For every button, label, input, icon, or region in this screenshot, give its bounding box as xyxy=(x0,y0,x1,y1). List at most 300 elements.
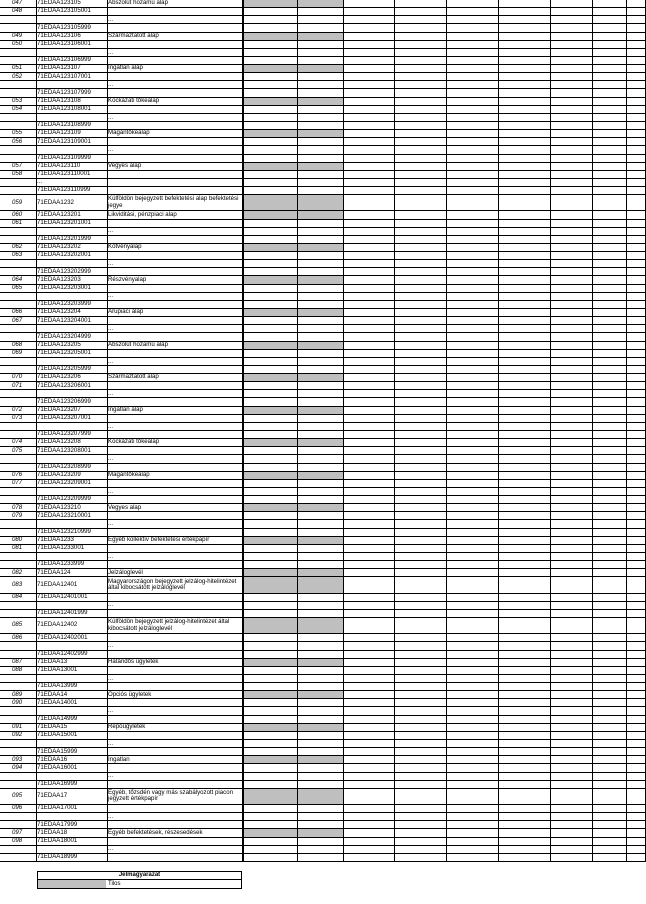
forbidden-cell xyxy=(243,407,297,414)
row-code: 71EDAA123201999 xyxy=(37,235,91,243)
legend-label-forbidden: Tilos xyxy=(108,881,121,887)
row-code: 71EDAA14 xyxy=(37,691,68,698)
row-code xyxy=(36,740,107,747)
row-code xyxy=(36,146,107,153)
forbidden-cell xyxy=(297,276,343,283)
forbidden-cell xyxy=(243,342,297,349)
row-code: 71EDAA123209001 xyxy=(37,479,91,487)
row-code: 71EDAA123202001 xyxy=(37,252,91,259)
forbidden-cell xyxy=(297,342,343,349)
row-number: 053 xyxy=(12,97,23,104)
row-name xyxy=(107,480,242,487)
row-number: 096 xyxy=(12,805,23,812)
forbidden-cell xyxy=(243,756,297,763)
row-name xyxy=(107,732,242,739)
row-name: ... xyxy=(108,325,114,332)
row-number: 056 xyxy=(12,138,23,145)
row-code: 71EDAA123108 xyxy=(37,97,81,104)
row-name: ... xyxy=(108,48,114,56)
row-number xyxy=(0,293,36,300)
row-code xyxy=(36,228,107,235)
row-number xyxy=(0,81,36,88)
row-code: 71EDAA16001 xyxy=(37,764,78,771)
row-name xyxy=(107,431,242,438)
row-name xyxy=(107,106,242,113)
row-code: 71EDAA123203999 xyxy=(37,300,91,308)
row-name xyxy=(107,594,242,601)
row-name xyxy=(107,179,242,186)
row-number xyxy=(0,529,36,536)
forbidden-cell xyxy=(243,309,297,316)
row-name xyxy=(107,545,242,552)
row-number xyxy=(0,781,36,788)
row-name xyxy=(107,301,242,308)
row-name xyxy=(107,805,242,812)
row-name: ... xyxy=(108,740,114,747)
row-name: ... xyxy=(108,455,114,463)
row-code: 71EDAA18001 xyxy=(37,837,78,844)
row-code: 71EDAA1233001 xyxy=(37,544,85,552)
row-code: 71EDAA123204001 xyxy=(37,317,91,324)
forbidden-cell xyxy=(297,211,343,218)
forbidden-cell xyxy=(243,504,297,511)
row-code xyxy=(36,455,107,462)
forbidden-cell xyxy=(243,276,297,283)
row-name xyxy=(107,252,242,259)
row-code: 71EDAA123202 xyxy=(37,243,81,251)
forbidden-cell xyxy=(243,577,297,592)
row-name: ... xyxy=(108,772,114,780)
row-number xyxy=(0,488,36,495)
row-name xyxy=(107,683,242,690)
row-number: 059 xyxy=(12,198,23,206)
row-code: 71EDAA14999 xyxy=(37,715,78,722)
row-name xyxy=(107,821,242,828)
row-code: 71EDAA123207 xyxy=(37,406,81,413)
forbidden-cell xyxy=(243,130,297,137)
row-number: 057 xyxy=(12,162,23,169)
row-name: Abszolút hozamú alap xyxy=(108,0,168,7)
row-name: Repóügyletek xyxy=(108,723,146,731)
row-number xyxy=(0,24,36,31)
row-code: 71EDAA123105 xyxy=(37,0,81,7)
row-number: 054 xyxy=(12,105,23,113)
row-number: 069 xyxy=(12,349,23,357)
row-number: 065 xyxy=(12,284,23,291)
forbidden-cell xyxy=(297,724,343,731)
forbidden-cell xyxy=(243,211,297,218)
forbidden-cell xyxy=(243,691,297,698)
row-code xyxy=(36,488,107,495)
row-code: 71EDAA123204999 xyxy=(37,333,91,340)
row-code: 71EDAA123201 xyxy=(37,211,81,218)
row-code: 71EDAA12402001 xyxy=(37,634,88,641)
forbidden-cell xyxy=(297,98,343,105)
row-number xyxy=(0,57,36,64)
row-number: 068 xyxy=(12,341,23,348)
row-name: ... xyxy=(108,113,114,121)
forbidden-cell xyxy=(243,163,297,170)
row-number: 086 xyxy=(12,634,23,641)
column-divider xyxy=(498,0,499,862)
row-code xyxy=(36,520,107,527)
row-number: 093 xyxy=(12,756,23,763)
forbidden-cell xyxy=(243,65,297,72)
row-code xyxy=(36,773,107,780)
row-name xyxy=(107,447,242,454)
row-name: Kockázati tőkealap xyxy=(108,97,160,104)
row-number xyxy=(0,122,36,129)
row-name: Vegyes alap xyxy=(108,162,142,169)
row-name xyxy=(107,122,242,129)
row-code: 71EDAA18999 xyxy=(37,853,78,861)
row-code: 71EDAA123110 xyxy=(37,162,81,169)
row-name: Határidős ügyletek xyxy=(108,658,159,666)
row-name: Kockázati tőkealap xyxy=(108,439,160,446)
row-code xyxy=(36,114,107,121)
forbidden-cell xyxy=(243,659,297,666)
column-divider xyxy=(107,0,108,862)
row-number: 088 xyxy=(12,666,23,674)
row-code xyxy=(36,358,107,365)
forbidden-cell xyxy=(297,0,343,7)
row-code: 71EDAA123110999 xyxy=(37,187,91,194)
row-name: Vegyes alap xyxy=(108,504,142,511)
row-code: 71EDAA12401001 xyxy=(37,593,88,600)
forbidden-cell xyxy=(297,537,343,544)
row-number xyxy=(0,610,36,617)
row-code: 71EDAA1233 xyxy=(37,536,74,544)
row-name xyxy=(107,854,242,861)
row-name: ... xyxy=(108,81,114,89)
row-number: 080 xyxy=(12,536,23,544)
row-code: 71EDAA123105999 xyxy=(37,24,91,31)
row-code: 71EDAA12402 xyxy=(37,621,78,629)
row-number xyxy=(0,748,36,755)
row-name: Részvényalap xyxy=(108,276,147,283)
row-name: Külföldön bejegyzett befektetési alap befektetési jegye xyxy=(108,195,239,209)
legend-title: Jelmagyarázat xyxy=(38,872,241,880)
row-name: Likviditási, pénzpiaci alap xyxy=(108,211,177,218)
row-number xyxy=(0,236,36,243)
row-number xyxy=(0,854,36,861)
row-name: ... xyxy=(108,845,114,853)
row-number xyxy=(0,301,36,308)
row-number: 049 xyxy=(12,32,23,39)
row-code: 71EDAA123107001 xyxy=(37,73,91,80)
row-name xyxy=(107,496,242,503)
row-number: 094 xyxy=(12,764,23,771)
row-code: 71EDAA123107 xyxy=(37,65,81,72)
row-code xyxy=(36,642,107,649)
row-name: ... xyxy=(108,390,114,398)
row-name xyxy=(107,220,242,227)
forbidden-cell xyxy=(243,724,297,731)
row-number: 071 xyxy=(12,382,23,389)
row-code: 71EDAA123107999 xyxy=(37,89,91,96)
row-code: 71EDAA123208 xyxy=(37,439,81,446)
row-number: 089 xyxy=(12,691,23,698)
forbidden-cell xyxy=(297,756,343,763)
row-number xyxy=(0,496,36,503)
row-code xyxy=(36,16,107,23)
row-code: 71EDAA123206999 xyxy=(37,398,91,405)
row-name: Származtatott alap xyxy=(108,374,159,381)
row-code: 71EDAA123204 xyxy=(37,309,81,316)
row-name xyxy=(107,236,242,243)
row-number: 052 xyxy=(12,73,23,80)
row-name xyxy=(107,366,242,373)
row-code xyxy=(36,846,107,853)
forbidden-cell xyxy=(243,472,297,479)
row-number: 051 xyxy=(12,65,23,72)
row-name: Jelzáloglevél xyxy=(108,569,143,576)
row-name xyxy=(107,285,242,292)
row-name xyxy=(107,529,242,536)
forbidden-cell xyxy=(297,829,343,836)
forbidden-cell xyxy=(243,98,297,105)
forbidden-cell xyxy=(243,618,297,633)
row-name xyxy=(107,155,242,162)
row-code: 71EDAA124 xyxy=(37,569,71,576)
row-number xyxy=(0,846,36,853)
forbidden-cell xyxy=(297,407,343,414)
column-divider xyxy=(592,0,593,862)
column-divider xyxy=(394,0,395,862)
row-name xyxy=(107,57,242,64)
row-number xyxy=(0,390,36,397)
forbidden-cell xyxy=(297,33,343,40)
row-code: ... xyxy=(37,178,43,186)
forbidden-cell xyxy=(297,577,343,592)
row-name xyxy=(107,24,242,31)
row-name xyxy=(107,651,242,658)
row-name xyxy=(107,171,242,178)
row-number: 048 xyxy=(12,8,23,15)
row-name: Magántőkealap xyxy=(108,130,150,137)
row-number xyxy=(0,398,36,405)
row-number: 087 xyxy=(12,658,23,666)
row-number: 078 xyxy=(12,504,23,511)
row-number xyxy=(0,358,36,365)
row-name: Ingatlan xyxy=(108,756,130,763)
row-name: ... xyxy=(108,227,114,235)
row-name: ... xyxy=(108,601,114,609)
row-name: ... xyxy=(108,260,114,267)
row-number xyxy=(0,89,36,96)
row-number: 066 xyxy=(12,309,23,316)
row-number: 064 xyxy=(12,276,23,283)
legend-swatch-forbidden xyxy=(38,880,106,888)
row-name xyxy=(107,382,242,389)
row-name xyxy=(107,561,242,568)
row-name xyxy=(107,716,242,723)
forbidden-cell xyxy=(243,439,297,446)
column-divider xyxy=(36,0,37,862)
row-number xyxy=(0,228,36,235)
row-name: Ingatlan alap xyxy=(108,65,143,72)
row-name xyxy=(107,41,242,48)
row-code xyxy=(36,813,107,820)
row-name xyxy=(107,634,242,641)
row-number xyxy=(0,773,36,780)
row-number: 095 xyxy=(12,792,23,800)
row-number xyxy=(0,423,36,430)
column-divider xyxy=(297,0,298,862)
row-code: 71EDAA123210001 xyxy=(37,512,91,519)
row-name xyxy=(107,838,242,845)
forbidden-cell xyxy=(243,33,297,40)
row-code: 71EDAA14001 xyxy=(37,699,78,706)
row-number xyxy=(0,49,36,56)
row-number xyxy=(0,683,36,690)
row-code xyxy=(36,325,107,332)
row-name: Egyéb befektetések, részesedések xyxy=(108,829,203,836)
row-code xyxy=(36,423,107,430)
row-code: 71EDAA13999 xyxy=(37,683,78,690)
row-name: ... xyxy=(108,357,114,365)
row-number: 084 xyxy=(12,593,23,600)
row-number: 090 xyxy=(12,699,23,706)
row-code: 71EDAA1233999 xyxy=(37,561,85,568)
row-name: Származtatott alap xyxy=(108,32,159,39)
row-number: 085 xyxy=(12,621,23,629)
row-code: 71EDAA123109 xyxy=(37,130,81,137)
row-code: 71EDAA17999 xyxy=(37,821,78,828)
row-number xyxy=(0,366,36,373)
forbidden-cell xyxy=(297,691,343,698)
row-code xyxy=(36,390,107,397)
row-code xyxy=(36,675,107,682)
row-name: ... xyxy=(108,552,114,560)
row-code: 71EDAA123209 xyxy=(37,471,81,479)
row-code: 71EDAA123106001 xyxy=(37,40,91,48)
row-code: 71EDAA123110001 xyxy=(37,170,91,178)
row-code: 71EDAA123207999 xyxy=(37,431,91,438)
row-number xyxy=(0,464,36,471)
row-code: 71EDAA12401 xyxy=(37,580,78,588)
row-number xyxy=(0,651,36,658)
row-name: Magyarországon bejegyzett jelzálog-hitelintézet által kibocsátott jelzáloglevél xyxy=(108,577,237,591)
row-number xyxy=(0,260,36,267)
forbidden-cell xyxy=(243,789,297,804)
row-name: Kötvényalap xyxy=(108,243,142,251)
row-code: 71EDAA15999 xyxy=(37,748,78,755)
row-name xyxy=(107,73,242,80)
forbidden-cell xyxy=(297,65,343,72)
row-name xyxy=(107,89,242,96)
row-name xyxy=(107,138,242,145)
row-number: 047 xyxy=(12,0,23,7)
row-number xyxy=(0,740,36,747)
row-name xyxy=(107,781,242,788)
row-number: 091 xyxy=(12,723,23,731)
row-name xyxy=(107,610,242,617)
forbidden-cell xyxy=(297,618,343,633)
row-number: 060 xyxy=(12,211,23,218)
row-code: 71EDAA123206 xyxy=(37,374,81,381)
row-code: 71EDAA123210 xyxy=(37,504,81,511)
forbidden-cell xyxy=(243,374,297,381)
row-number: 077 xyxy=(12,479,23,487)
row-code: 71EDAA123109999 xyxy=(37,154,91,161)
row-name: Abszolút hozamú alap xyxy=(108,341,168,348)
row-name xyxy=(107,512,242,519)
row-number xyxy=(0,146,36,153)
row-code: 71EDAA123205999 xyxy=(37,365,91,373)
row-number xyxy=(0,642,36,649)
row-code: 71EDAA12402999 xyxy=(37,650,88,657)
forbidden-cell xyxy=(243,537,297,544)
row-number: 058 xyxy=(12,170,23,178)
forbidden-cell xyxy=(243,244,297,251)
row-code xyxy=(36,293,107,300)
row-code xyxy=(36,707,107,714)
row-code: 71EDAA123106999 xyxy=(37,56,91,64)
row-name: ... xyxy=(108,292,114,300)
row-name: ... xyxy=(108,707,114,715)
row-name: Egyéb, tőzsdén vagy más szabályozott piacon jegyzett értékpapír xyxy=(108,789,233,803)
row-number xyxy=(0,707,36,714)
row-name xyxy=(107,398,242,405)
row-number: 075 xyxy=(12,447,23,454)
row-number: 079 xyxy=(12,512,23,519)
row-code: 71EDAA15 xyxy=(37,723,68,731)
forbidden-cell xyxy=(243,829,297,836)
row-number xyxy=(0,520,36,527)
row-code: 71EDAA15001 xyxy=(37,731,78,739)
row-name: ... xyxy=(108,422,114,430)
row-code xyxy=(36,81,107,88)
forbidden-cell xyxy=(297,374,343,381)
row-name xyxy=(107,748,242,755)
row-code: 71EDAA123203 xyxy=(37,276,81,283)
row-code: 71EDAA16999 xyxy=(37,780,78,788)
row-code: 71EDAA123202999 xyxy=(37,268,91,275)
row-name: ... xyxy=(108,146,114,154)
row-number: 083 xyxy=(12,580,23,588)
row-code: 71EDAA123205001 xyxy=(37,349,91,357)
forbidden-cell xyxy=(297,472,343,479)
row-number xyxy=(0,675,36,682)
row-number xyxy=(0,813,36,820)
column-divider xyxy=(550,0,551,862)
forbidden-cell xyxy=(297,569,343,576)
legend xyxy=(37,871,242,889)
row-code: 71EDAA12401999 xyxy=(37,609,88,617)
row-number xyxy=(0,821,36,828)
row-code: 71EDAA123210999 xyxy=(37,528,91,535)
row-number: 074 xyxy=(12,439,23,446)
row-name xyxy=(107,464,242,471)
row-name xyxy=(107,268,242,275)
row-number: 081 xyxy=(12,544,23,552)
forbidden-cell xyxy=(297,163,343,170)
row-name xyxy=(107,350,242,357)
row-name xyxy=(107,699,242,706)
row-number xyxy=(0,333,36,340)
row-code: 71EDAA123207001 xyxy=(37,414,91,422)
forbidden-cell xyxy=(297,789,343,804)
row-name: Ingatlan alap xyxy=(108,406,143,413)
row-name xyxy=(107,667,242,674)
column-divider xyxy=(446,0,447,862)
row-number: 067 xyxy=(12,317,23,324)
row-number xyxy=(0,16,36,23)
row-number: 092 xyxy=(12,731,23,739)
row-code: 71EDAA17 xyxy=(37,792,68,800)
row-name xyxy=(107,187,242,194)
